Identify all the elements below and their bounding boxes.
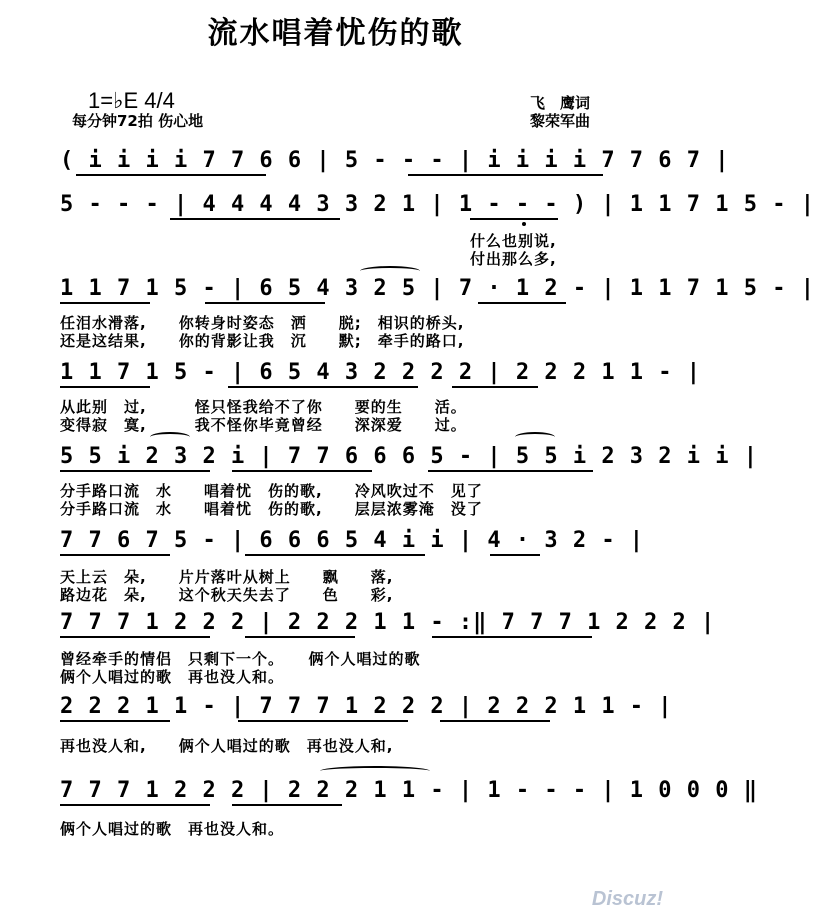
lyric-line: 分手路口流 水 唱着忧 伤的歌, 冷风吹过不 见了: [60, 482, 483, 500]
tempo-marking: 每分钟72拍 伤心地: [72, 112, 204, 130]
notes-line: 1 1 7 1 5 - | 6 5 4 3 2 2 2 2 | 2 2 2 1 1 - |: [60, 360, 702, 385]
score-row-4: [0, 356, 702, 392]
notes-line: 7 7 6 7 5 - | 6 6 6 5 4 i i | 4 · 3 2 - |: [60, 528, 645, 553]
score-row-3: [0, 272, 815, 308]
notes-line: 5 5 i 2 3 2 i | 7 7 6 6 6 5 - | 5 5 i 2 3 2 i i |: [60, 444, 759, 469]
lyric-line: 路边花 朵, 这个秋天失去了 色 彩,: [60, 586, 394, 604]
notes-line: 1 1 7 1 5 - | 6 5 4 3 2 5 | 7 · 1 2 - | 1 1 7 1 5 - |: [60, 276, 815, 301]
lyric-line: 俩个人唱过的歌 再也没人和。: [60, 820, 285, 838]
song-title: 流水唱着忧伤的歌: [207, 16, 464, 51]
lyric-line: 再也没人和, 俩个人唱过的歌 再也没人和,: [60, 737, 394, 755]
lyric-line: 曾经牵手的情侣 只剩下一个。 俩个人唱过的歌: [60, 650, 421, 668]
composer-credit: 黎荣军曲: [530, 112, 591, 130]
lyricist-credit: 飞 鹰词: [530, 94, 591, 112]
lyric-line: 任泪水滑落, 你转身时姿态 洒 脱; 相识的桥头,: [60, 314, 465, 332]
score-row-2: [0, 188, 815, 224]
lyric-line: 天上云 朵, 片片落叶从树上 飘 落,: [60, 568, 394, 586]
notes-line: 7 7 7 1 2 2 2 | 2 2 2 1 1 - | 1 - - - | 1 0 0 0 ‖: [60, 778, 759, 803]
score-row-5: [0, 440, 759, 476]
lyric-line: 什么也别说,: [470, 232, 557, 250]
score-row-9: [0, 774, 759, 810]
score-row-1: [0, 144, 730, 180]
notes-line: 2 2 2 1 1 - | 7 7 7 1 2 2 2 | 2 2 2 1 1 - |: [60, 694, 673, 719]
lyric-line: 从此别 过, 怪只怪我给不了你 要的生 活。: [60, 398, 467, 416]
score-row-8: [0, 690, 671, 726]
notes-line: ( i i i i 7 7 6 6 | 5 - - - | i i i i 7 7 6 7 |: [60, 148, 730, 173]
key-signature: 1=♭E 4/4: [88, 88, 175, 113]
watermark: Discuz!: [591, 888, 663, 910]
score-row-7: [0, 606, 716, 642]
lyric-line: 付出那么多,: [470, 250, 557, 268]
lyric-line: 俩个人唱过的歌 再也没人和。: [60, 668, 285, 686]
lyric-line: 变得寂 寞, 我不怪你毕竟曾经 深深爱 过。: [60, 416, 467, 434]
lyric-line: 还是这结果, 你的背影让我 沉 默; 牵手的路口,: [60, 332, 465, 350]
lyric-line: 分手路口流 水 唱着忧 伤的歌, 层层浓雾淹 没了: [60, 500, 483, 518]
notes-line: 5 - - - | 4 4 4 4 3 3 2 1 | 1 - - - ) | 1 1 7 1 5 - |: [60, 192, 815, 217]
score-row-6: [0, 524, 671, 560]
notes-line: 7 7 7 1 2 2 2 | 2 2 2 1 1 - :‖ 7 7 7 1 2 2 2 |: [60, 610, 716, 635]
